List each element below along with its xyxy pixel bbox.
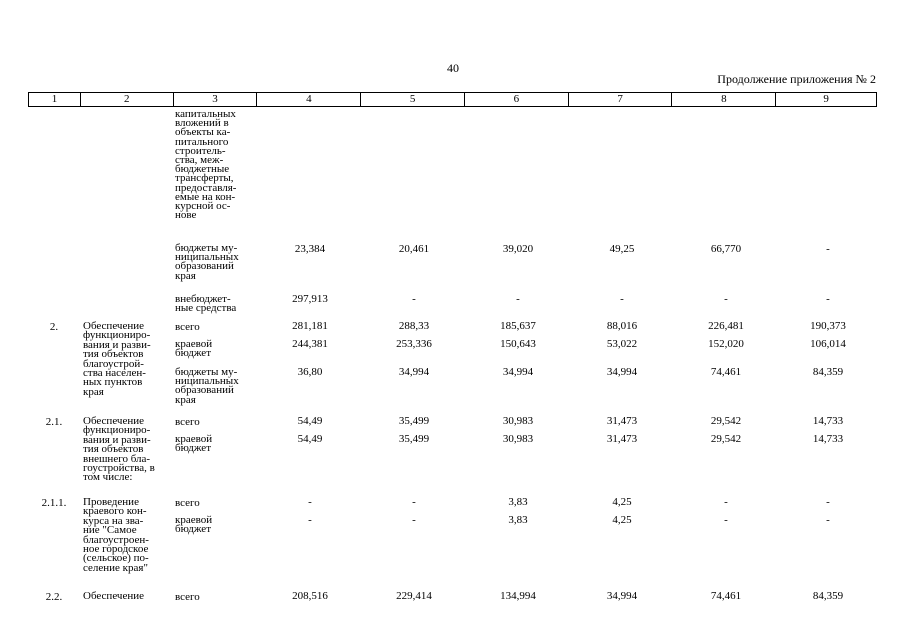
table-cell: 30,983: [502, 415, 534, 427]
table-cell: 297,913: [292, 293, 328, 305]
table-cell: 4,25: [612, 496, 632, 508]
row-number: 2.1.1.: [41, 497, 67, 509]
page-number: 40: [447, 61, 459, 75]
table-cell: 84,359: [812, 590, 844, 602]
source-label-regional: краевой бюджет: [175, 514, 213, 536]
table-cell: 150,643: [500, 338, 536, 350]
table-cell: 34,994: [398, 366, 430, 378]
table-cell: 74,461: [710, 590, 742, 602]
table-cell: 34,994: [502, 366, 534, 378]
table-cell: -: [826, 243, 830, 255]
table-cell: 53,022: [606, 338, 638, 350]
source-label-total: всего: [175, 416, 200, 428]
source-label-total: всего: [175, 591, 200, 603]
table-cell: 185,637: [500, 320, 536, 332]
row-number: 2.1.: [45, 416, 63, 428]
table-header: [28, 92, 877, 107]
table-cell: 190,373: [810, 320, 846, 332]
table-cell: 23,384: [294, 243, 326, 255]
table-cell: 31,473: [606, 415, 638, 427]
header-col-9: 9: [775, 93, 876, 106]
table-cell: 14,733: [812, 433, 844, 445]
source-label-municipal: бюджеты му- ниципальных образований края: [175, 366, 239, 406]
table-cell: 106,014: [810, 338, 846, 350]
table-cell: 253,336: [396, 338, 432, 350]
source-label-total: всего: [175, 497, 200, 509]
table-cell: -: [308, 496, 312, 508]
table-cell: -: [412, 293, 416, 305]
table-cell: -: [826, 514, 830, 526]
table-cell: 84,359: [812, 366, 844, 378]
table-cell: 66,770: [710, 243, 742, 255]
source-label-regional: краевой бюджет: [175, 338, 213, 360]
source-label-continued: капитальных вложений в объекты ка- питального строитель- ства, меж- бюджетные трансферты, предоставля- емые на кон- курсной ос- нове: [175, 108, 237, 222]
header-col-3: 3: [173, 93, 257, 106]
header-col-2: 2: [80, 93, 173, 106]
row-number: 2.2.: [45, 591, 63, 603]
table-cell: 4,25: [612, 514, 632, 526]
header-col-4: 4: [256, 93, 360, 106]
table-cell: 152,020: [708, 338, 744, 350]
table-cell: 30,983: [502, 433, 534, 445]
table-cell: 14,733: [812, 415, 844, 427]
source-label-extrabudget: внебюджет- ные средства: [175, 293, 237, 315]
table-cell: -: [516, 293, 520, 305]
table-cell: 3,83: [508, 514, 528, 526]
header-col-8: 8: [671, 93, 775, 106]
table-cell: 36,80: [297, 366, 323, 378]
table-cell: 3,83: [508, 496, 528, 508]
table-cell: 208,516: [292, 590, 328, 602]
table-cell: -: [412, 496, 416, 508]
continuation-note: Продолжение приложения № 2: [717, 72, 876, 86]
program-name: Обеспечение функциониро- вания и разви- тия объектов благоустрой- ства населен- ных пунктов края: [83, 320, 151, 398]
table-cell: 54,49: [297, 433, 323, 445]
program-name: Обеспечение: [83, 590, 144, 602]
table-cell: 54,49: [297, 415, 323, 427]
table-cell: 281,181: [292, 320, 328, 332]
table-cell: 134,994: [500, 590, 536, 602]
header-col-6: 6: [464, 93, 568, 106]
table-cell: 288,33: [398, 320, 430, 332]
table-cell: 74,461: [710, 366, 742, 378]
table-cell: 229,414: [396, 590, 432, 602]
header-col-1: 1: [51, 93, 58, 105]
table-cell: -: [620, 293, 624, 305]
table-cell: -: [724, 293, 728, 305]
table-cell: 34,994: [606, 590, 638, 602]
table-cell: 29,542: [710, 415, 742, 427]
table-cell: 226,481: [708, 320, 744, 332]
table-cell: -: [308, 514, 312, 526]
table-cell: 88,016: [606, 320, 638, 332]
table-cell: 31,473: [606, 433, 638, 445]
source-label-regional: краевой бюджет: [175, 433, 213, 455]
source-label-municipal: бюджеты му- ниципальных образований края: [175, 242, 239, 282]
table-cell: 29,542: [710, 433, 742, 445]
source-label-total: всего: [175, 321, 200, 333]
program-name: Проведение краевого кон- курса на зва- ние "Самое благоустроен- ное городское (сельское) по- селение края": [83, 496, 149, 574]
table-cell: 20,461: [398, 243, 430, 255]
table-cell: -: [412, 514, 416, 526]
program-name: Обеспечение функциониро- вания и разви- тия объектов внешнего бла- гоустройства, в том числе:: [83, 415, 155, 484]
table-cell: -: [826, 293, 830, 305]
table-cell: -: [826, 496, 830, 508]
table-cell: 39,020: [502, 243, 534, 255]
table-cell: 35,499: [398, 433, 430, 445]
table-cell: 244,381: [292, 338, 328, 350]
table-cell: -: [724, 514, 728, 526]
table-cell: 49,25: [609, 243, 635, 255]
header-col-7: 7: [568, 93, 672, 106]
table-cell: 34,994: [606, 366, 638, 378]
table-cell: -: [724, 496, 728, 508]
table-cell: 35,499: [398, 415, 430, 427]
header-col-5: 5: [360, 93, 464, 106]
row-number: 2.: [49, 321, 59, 333]
